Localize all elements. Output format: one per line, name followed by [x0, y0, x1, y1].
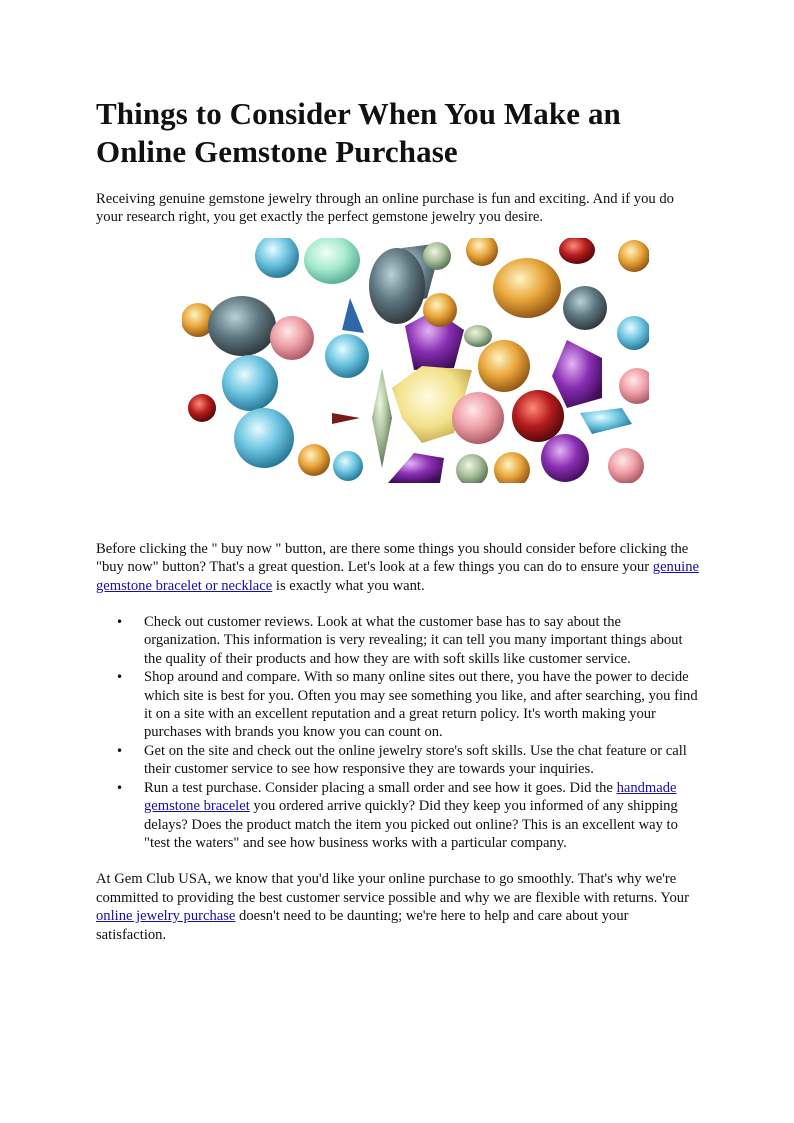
list-item [96, 613, 700, 668]
list-item-text: you ordered arrive quickly? Did they keep you informed of any shipping delays? Does the product match the item you picked out online? This is an excellent way to "test the waters" and see how business works with a particular company. [144, 798, 678, 851]
bullet-icon: • [116, 780, 124, 795]
paragraph-text: doesn't need to be daunting; we're here to help and care about your satisfaction. [96, 908, 629, 943]
page-title: Things to Consider When You Make an Online Gemstone Purchase [96, 96, 621, 169]
list-item-text: Check out customer reviews. Look at what the customer base has to say about the organization. This information is very revealing; it can tell you many important things about the quality of their products and how they are with soft skills like customer service. [144, 614, 683, 667]
handmade-bracelet-link[interactable]: handmade gemstone bracelet [144, 779, 677, 815]
bullet-icon: • [116, 615, 124, 630]
tips-list [96, 613, 700, 852]
document-page [96, 95, 700, 944]
paragraph-text: is exactly what you want. [272, 577, 425, 594]
paragraph-text: Before clicking the " buy now " button, are there some things you should consider before clicking the "buy now" button? That's a great question. Let's look at a few things you can do to ensure your [96, 540, 689, 576]
list-item-text: Run a test purchase. Consider placing a small order and see how it goes. Did the [144, 779, 617, 796]
online-jewelry-purchase-link[interactable]: online jewelry purchase [96, 908, 236, 925]
paragraph-text: At Gem Club USA, we know that you'd like your online purchase to go smoothly. That's why we're committed to providing the best customer service possible and why we are flexible with returns. Your [96, 871, 689, 906]
list-item-text: Get on the site and check out the online jewelry store's soft skills. Use the chat feature or call their customer service to see how responsive they are towards your inquiries. [144, 742, 687, 778]
closing-paragraph [96, 870, 700, 944]
list-item [96, 742, 700, 779]
bullet-icon: • [116, 670, 124, 685]
intro-paragraph: Receiving genuine gemstone jewelry through an online purchase is fun and exciting. And if you do your research right, you get exactly the perfect gemstone jewelry you desire. [96, 191, 674, 226]
list-item [96, 779, 700, 853]
bullet-icon: • [116, 743, 124, 758]
gemstones-photo [182, 238, 649, 483]
list-item [96, 668, 700, 742]
buy-now-paragraph [96, 540, 700, 595]
list-item-text: Shop around and compare. With so many online sites out there, you have the power to decide which site is best for you. Often you may see something you like, and after searching, you find it on a site with an excellent reputation and a great return policy. It's worth making your purchases with brands you know you can count on. [144, 669, 698, 741]
genuine-gemstone-link[interactable]: genuine gemstone bracelet or necklace [96, 559, 699, 594]
